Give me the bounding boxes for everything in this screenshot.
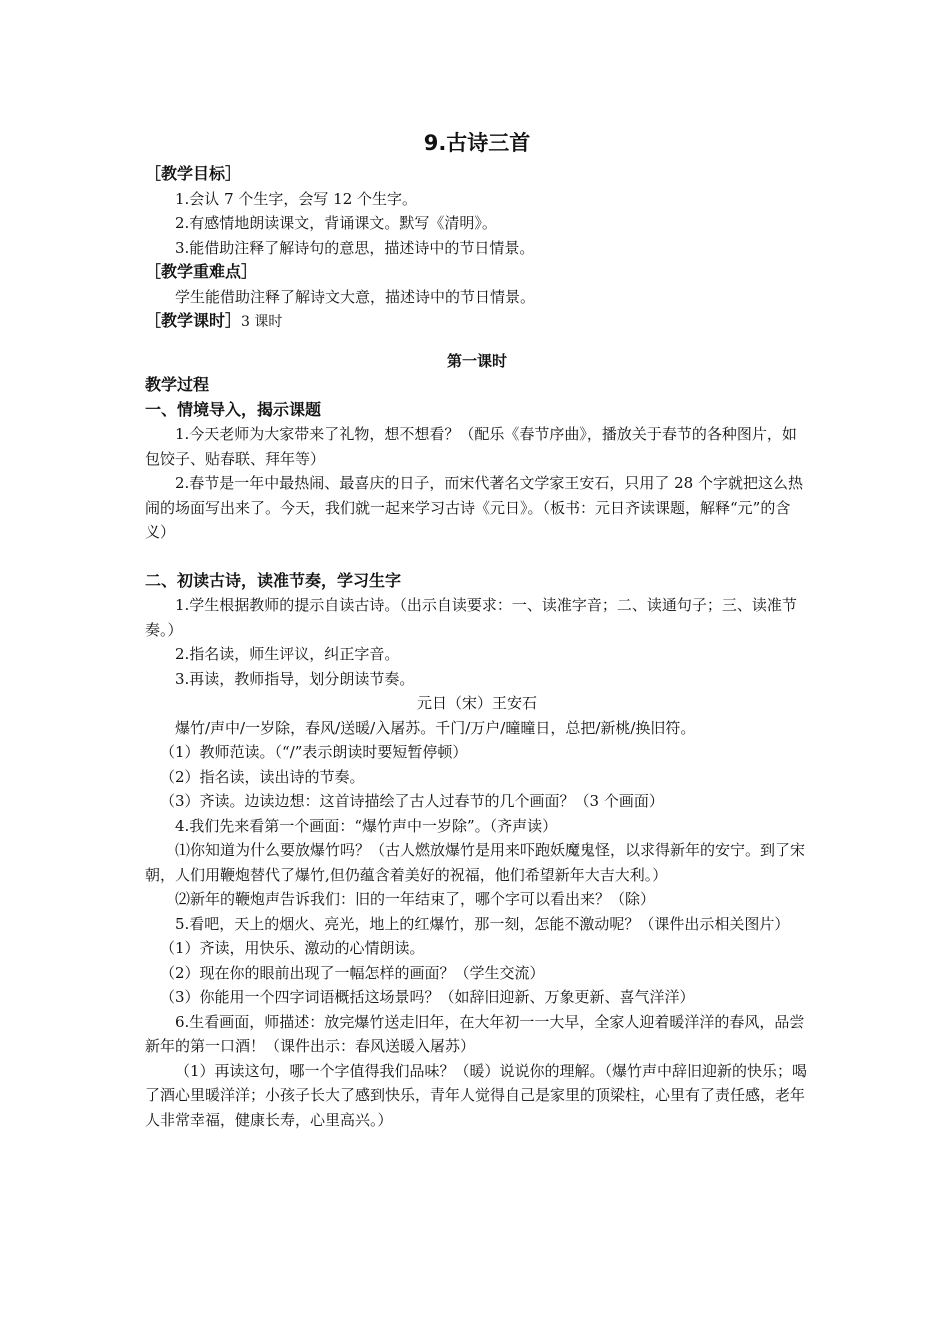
poem-title: 元日（宋）王安石 bbox=[416, 694, 537, 712]
key-points-text: 学生能借助注释了解诗文大意，描述诗中的节日情景。 bbox=[175, 287, 536, 306]
goal-item: 2.有感情地朗读课文，背诵课文。默写《清明》。 bbox=[175, 214, 497, 232]
part2-paragraph: 3.再读，教师指导，划分朗读节奏。 bbox=[175, 669, 415, 688]
document-body bbox=[145, 128, 809, 1132]
part2-paragraph: 1.学生根据教师的提示自读古诗。（出示自读要求：一、读准字音；二、读通句子；三、读准节奏。） bbox=[145, 596, 797, 639]
goal-item: 1.会认 7 个生字，会写 12 个生字。 bbox=[175, 189, 418, 208]
sub-item: （2）指名读，读出诗的节奏。 bbox=[160, 767, 365, 786]
hours-line bbox=[145, 309, 809, 335]
key-points-heading: ［教学重难点］ bbox=[145, 262, 258, 281]
sub-item: （1）齐读，用快乐、激动的心情朗读。 bbox=[160, 939, 425, 957]
process-heading: 教学过程 bbox=[145, 375, 210, 394]
page-title: 9.古诗三首 bbox=[423, 131, 531, 155]
part1-paragraph: 2.春节是一年中最热闹、最喜庆的日子，而宋代著名文学家王安石，只用了 28 个字就把这么热闹的场面写出来了。今天，我们就一起来学习古诗《元日》。（板书：元日齐读课题，解释“元”的含义） bbox=[145, 474, 803, 541]
part2-paragraph: 5.看吧，天上的烟火、亮光，地上的红爆竹，那一刻，怎能不激动呢？（课件出示相关图片） bbox=[175, 914, 790, 933]
hours-heading: ［教学课时］ bbox=[145, 311, 242, 330]
goal-item: 3.能借助注释了解诗句的意思，描述诗中的节日情景。 bbox=[175, 238, 535, 257]
part2-paragraph: 4.我们先来看第一个画面：“爆竹声中一岁除”。（齐声读） bbox=[175, 816, 558, 835]
sub-item: （1）再读这句，哪一个字值得我们品味？（暖）说说你的理解。（爆竹声中辞旧迎新的快乐；喝了酒心里暖洋洋；小孩子长大了感到快乐，青年人觉得自己是家里的顶梁柱，心里有了责任感，老年人非常幸福，健康长寿，心里高兴。） bbox=[145, 1061, 808, 1129]
goals-heading: ［教学目标］ bbox=[145, 164, 242, 183]
sub-item: ⑵新年的鞭炮声告诉我们：旧的一年结束了，哪个字可以看出来？（除） bbox=[175, 890, 656, 908]
part1-paragraph: 1.今天老师为大家带来了礼物，想不想看？（配乐《春节序曲》，播放关于春节的各种图片，如包饺子、贴春联、拜年等） bbox=[145, 425, 797, 468]
part1-heading: 一、情境导入，揭示课题 bbox=[145, 399, 322, 419]
part2-heading: 二、初读古诗，读准节奏，学习生字 bbox=[145, 570, 402, 590]
sub-item: （2）现在你的眼前出现了一幅怎样的画面？（学生交流） bbox=[160, 963, 545, 982]
part2-paragraph: 2.指名读，师生评议，纠正字音。 bbox=[175, 645, 400, 663]
lesson-title: 第一课时 bbox=[446, 351, 507, 370]
sub-item: （3）你能用一个四字词语概括这场景吗？（如辞旧迎新、万象更新、喜气洋洋） bbox=[160, 988, 695, 1006]
sub-item: （1）教师范读。（“/”表示朗读时要短暂停顿） bbox=[160, 743, 468, 761]
part2-paragraph: 6.生看画面，师描述：放完爆竹送走旧年，在大年初一一大早，全家人迎着暖洋洋的春风，品尝新年的第一口酒！（课件出示：春风送暖入屠苏） bbox=[145, 1012, 805, 1055]
sub-item: （3）齐读。边读边想：这首诗描绘了古人过春节的几个画面？（3 个画面） bbox=[160, 792, 664, 810]
hours-value: 3 课时 bbox=[241, 314, 283, 330]
poem-text: 爆竹/声中/一岁除，春风/送暖/入屠苏。千门/万户/曈曈日，总把/新桃/换旧符。 bbox=[175, 718, 696, 737]
sub-item: ⑴你知道为什么要放爆竹吗？（古人燃放爆竹是用来吓跑妖魔鬼怪，以求得新年的安宁。到了宋朝，人们用鞭炮替代了爆竹,但仍蕴含着美好的祝福，他们希望新年大吉大利。） bbox=[145, 841, 806, 884]
